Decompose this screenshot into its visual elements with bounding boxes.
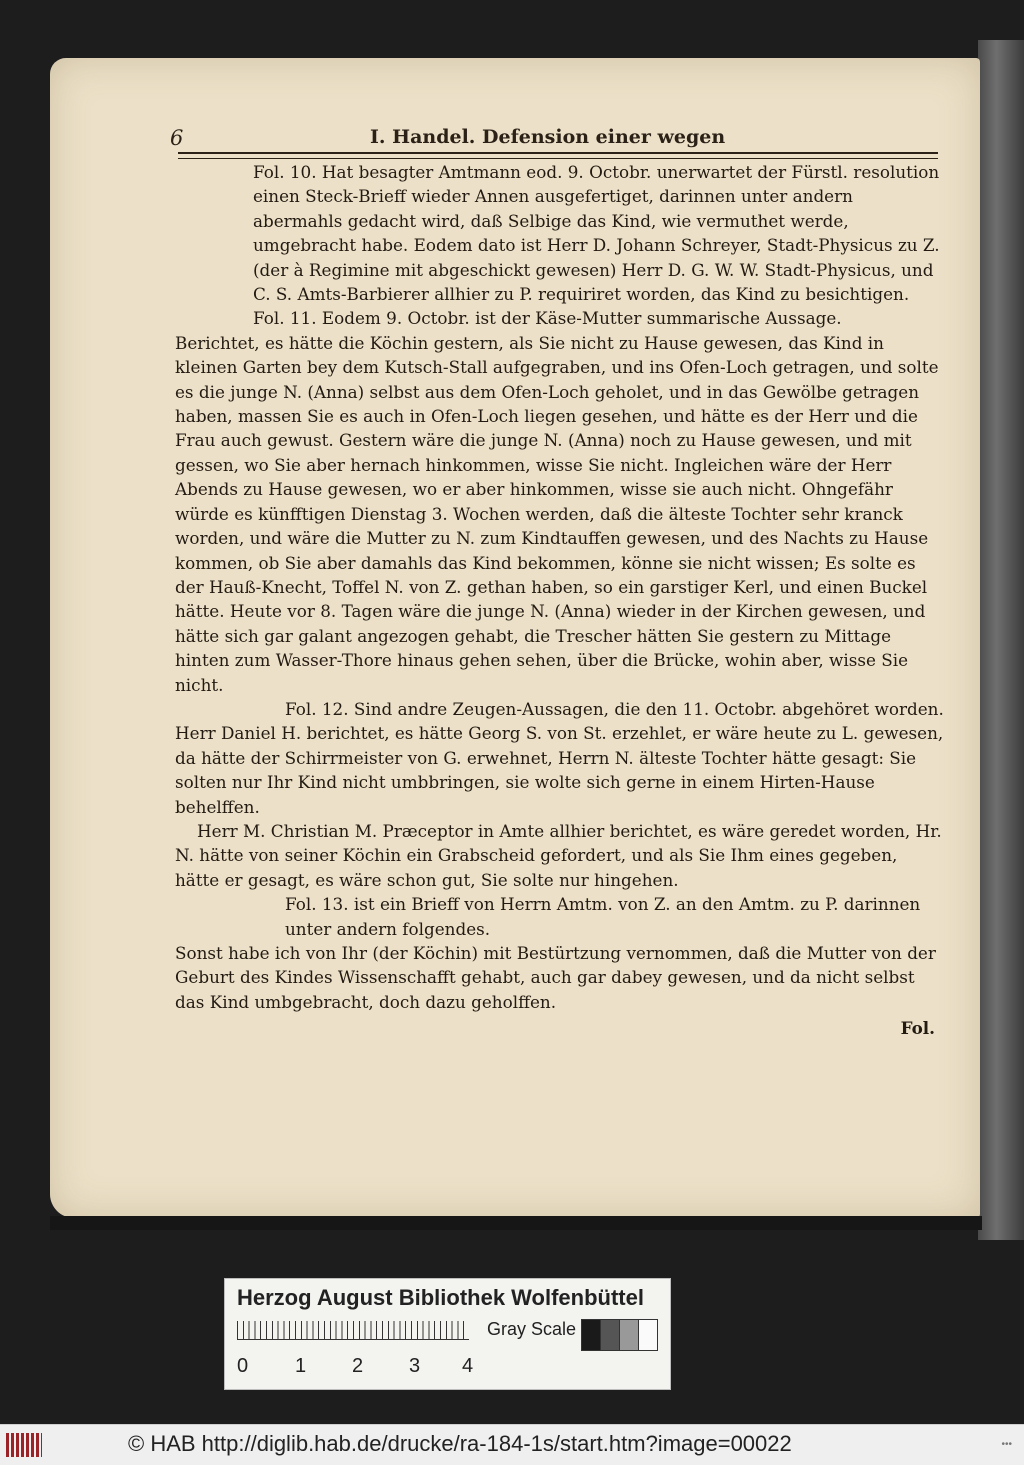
- viewer-footer: [0, 1424, 1024, 1465]
- paragraph: Sonst habe ich von Ihr (der Köchin) mit Bestürtzung vernommen, daß die Mutter von der Geburt des Kindes Wissenschafft gehabt, auch gar dabey gewesen, und da nicht selbst das Kind umbgebracht, doch dazu geholffen.: [175, 943, 936, 1012]
- body-text: [175, 160, 945, 1041]
- gray-scale-label: Gray Scale: [487, 1319, 577, 1339]
- gray-swatch-mid: [619, 1319, 639, 1351]
- catchword: Fol.: [900, 1018, 935, 1039]
- paragraph: Berichtet, es hätte die Köchin gestern, als Sie nicht zu Hause gewesen, das Kind in kleinen Garten bey dem Kutsch-Stall aufgegraben, und ins Ofen-Loch getragen, und solte es die junge N. (Anna) selbst aus dem Ofen-Loch geholet, und in das Gewölbe getragen haben, massen Sie es auch in Ofen-Loch liegen gesehen, und hätte es der Herr und die Frau auch gewust. Gestern wäre die junge N. (Anna) noch zu Hause gewesen, und mit gessen, wo Sie aber hernach hinkommen, wisse Sie nicht. Ingleichen wäre der Herr Abends zu Hause gewesen, wo er aber hinkommen, wisse sie auch nicht. Ohngefähr würde es künfftigen Dienstag 3. Wochen werden, daß die älteste Tochter sehr kranck worden, und wäre die Mutter zu N. zum Kindtauffen gewesen, und des Nachts zu Hause kommen, ob Sie aber damahls das Kind bekommen, könne sie nicht wissen; Es solte es der Hauß-Knecht, Toffel N. von Z. gethan haben, so ein garstiger Kerl, und einen Buckel hätte. Heute vor 8. Tagen wäre die junge N. (Anna) wieder in der Kirchen gewesen, und hätte sich gar galant angezogen gehabt, die Trescher hätten Sie gestern zu Mittage hinten zum Wasser-Thore hinaus gehen sehen, über die Brücke, wohin aber, wisse Sie nicht.: [175, 332, 939, 695]
- scale-number: 3: [409, 1355, 421, 1377]
- scale-number: 4: [462, 1355, 474, 1377]
- paragraph: Fol. 12. Sind andre Zeugen-Aussagen, die den 11. Octobr. abgehöret worden.: [285, 698, 944, 719]
- book-spine-edge: [978, 40, 1024, 1240]
- paragraph: Herr M. Christian M. Præceptor in Amte allhier berichtet, es wäre geredet worden, Hr. N. hätte von seiner Köchin ein Grabscheid gefordert, und als Sie Ihm eines gegeben, hätte er gesagt, es wäre schon gut, Sie solte nur hingehen.: [175, 820, 942, 890]
- running-header: [170, 120, 935, 154]
- institution-name: Herzog August Bibliothek Wolfenbüttel: [237, 1285, 644, 1310]
- running-title: I. Handel. Defension einer wegen: [370, 126, 726, 148]
- scale-number: 1: [295, 1355, 307, 1377]
- color-calibration-bar: [224, 1278, 671, 1390]
- gray-swatch-white: [638, 1319, 658, 1351]
- more-icon[interactable]: •••: [1001, 1439, 1012, 1450]
- gray-swatch-black: [581, 1319, 601, 1351]
- scale-number: 0: [237, 1355, 249, 1377]
- paragraph: Herr Daniel H. berichtet, es hätte Georg S. von St. erzehlet, er wäre heute zu L. gewesen, da hätte der Schirrmeister von G. erwehnet, Herrn N. älteste Tochter hätte gesagt: Sie solten nur Ihr Kind nicht umbbringen, sie wolte sich gerne in einem Hirten-Hause behelffen.: [175, 723, 944, 817]
- gray-swatch-dark: [600, 1319, 620, 1351]
- paragraph: Fol. 13. ist ein Brieff von Herrn Amtm. von Z. an den Amtm. zu P. darinnen unter andern folgendes.: [285, 894, 921, 939]
- paragraph: Fol. 10. Hat besagter Amtmann eod. 9. Octobr. unerwartet der Fürstl. resolution einen Steck-Brieff wieder Annen ausgefertiget, darinnen unter andern abermahls gedacht wird, daß Selbige das Kind, wie vermuthet werde, umgebracht habe. Eodem dato ist Herr D. Johann Schreyer, Stadt-Physicus zu Z. (der à Regimine mit abgeschickt gewesen) Herr D. G. W. W. Stadt-Physicus, und C. S. Amts-Barbierer allhier zu P. requiriret worden, das Kind zu besichtigen. Fol. 11. Eodem 9. Octobr. ist der Käse-Mutter summarische Aussage.: [253, 162, 940, 329]
- scale-number: 2: [352, 1355, 364, 1377]
- page-number: 6: [170, 126, 184, 150]
- header-rule-thin: [178, 158, 938, 159]
- hab-logo-icon: [6, 1433, 42, 1457]
- header-rule: [178, 152, 938, 154]
- source-url[interactable]: © HAB http://diglib.hab.de/drucke/ra-184-1s/start.htm?image=00022: [128, 1431, 792, 1456]
- scale-ruler: [237, 1321, 469, 1340]
- page-shadow: [50, 1216, 982, 1230]
